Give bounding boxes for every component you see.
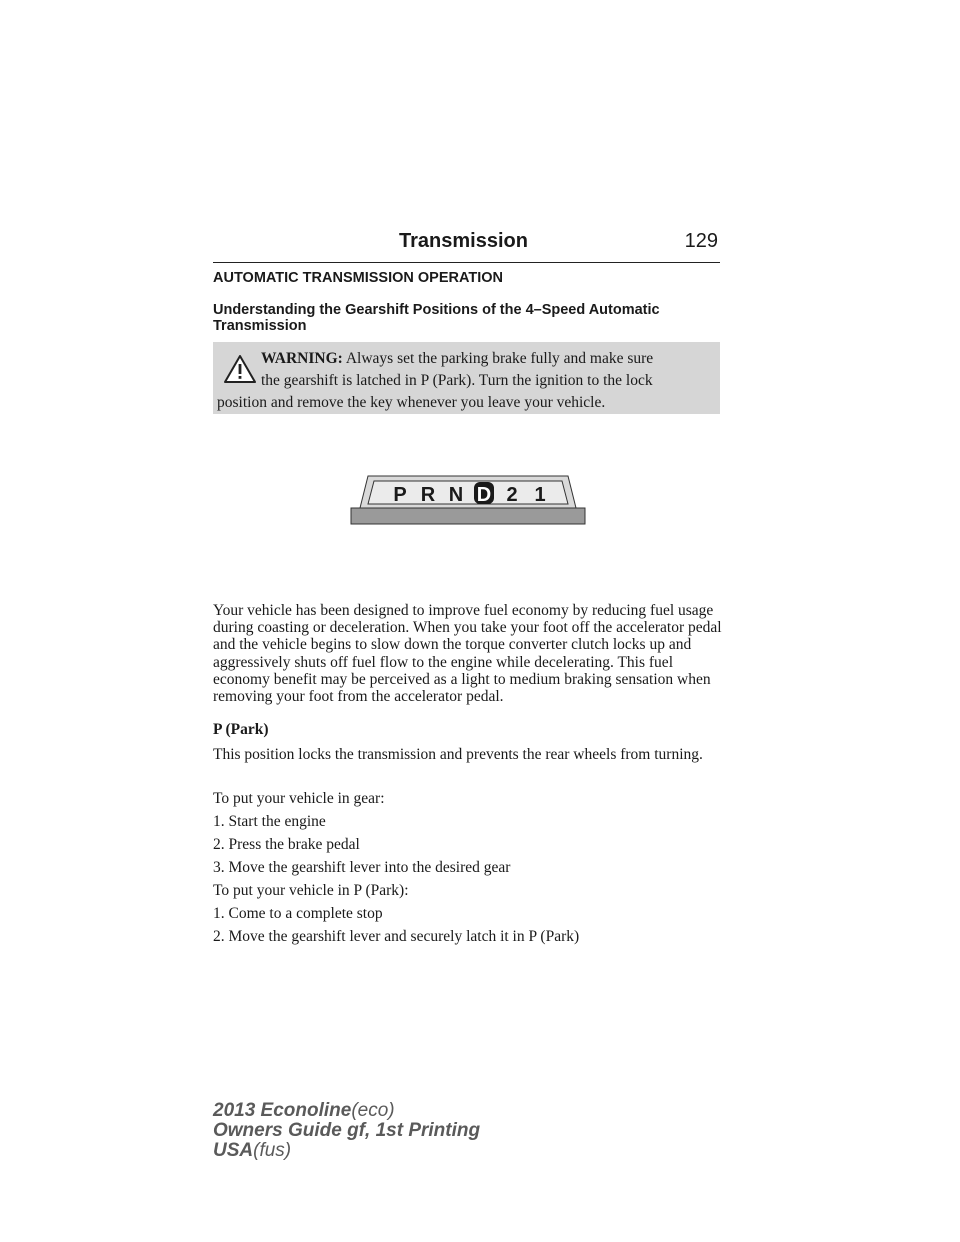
in-park-step: 1. Come to a complete stop (213, 905, 383, 922)
footer-model: 2013 Econoline (213, 1100, 352, 1121)
footer-market-code: (fus) (253, 1140, 292, 1161)
gear-position-n: N (448, 484, 464, 506)
intro-paragraph: Your vehicle has been designed to improve fuel economy by reducing fuel usage during coasting or deceleration. When you take your foot off the accelerator pedal and the vehicle begins to slow down the torque converter clutch locks up and aggressively shuts off fuel flow to the engine while decelerating. This fuel economy benefit may be perceived as a light to medium braking sensation when removing your foot from the accelerator pedal. (213, 602, 722, 706)
gear-position-r: R (420, 484, 436, 506)
page-number: 129 (684, 230, 718, 252)
warning-box (213, 342, 720, 414)
footer-market: USA (213, 1140, 254, 1161)
gear-position-2: 2 (506, 484, 518, 506)
warning-text-1: Always set the parking brake fully and make sure (345, 350, 654, 367)
park-heading: P (Park) (213, 721, 269, 738)
in-gear-step: 3. Move the gearshift lever into the desired gear (213, 859, 511, 876)
warning-line-2: the gearshift is latched in P (Park). Turn the ignition to the lock (261, 372, 653, 389)
in-park-step: 2. Move the gearshift lever and securely latch it in P (Park) (213, 928, 580, 945)
in-gear-intro: To put your vehicle in gear: (213, 790, 385, 807)
in-gear-step: 2. Press the brake pedal (213, 836, 360, 853)
chapter-title: Transmission (399, 230, 528, 252)
footer (213, 1101, 480, 1161)
in-gear-step: 1. Start the engine (213, 813, 326, 830)
warning-line-1 (261, 350, 653, 368)
gear-position-p: P (393, 484, 407, 506)
page-header (213, 230, 720, 263)
gear-position-1: 1 (534, 484, 546, 506)
gear-position-d: D (476, 484, 492, 506)
warning-triangle-icon (223, 354, 257, 384)
gear-position-indicator (350, 474, 586, 526)
footer-guide: Owners Guide gf, 1st Printing (213, 1120, 481, 1141)
footer-market-line (213, 1141, 480, 1161)
subsection-title: Understanding the Gearshift Positions of the 4–Speed Automatic Transmission (213, 302, 660, 334)
warning-line-3: position and remove the key whenever you leave your vehicle. (217, 394, 606, 411)
park-description: This position locks the transmission and prevents the rear wheels from turning. (213, 746, 703, 763)
in-park-intro: To put your vehicle in P (Park): (213, 882, 409, 899)
warning-label: WARNING: (261, 350, 343, 367)
footer-model-code: (eco) (351, 1100, 395, 1121)
footer-model-line (213, 1101, 480, 1121)
section-title: AUTOMATIC TRANSMISSION OPERATION (213, 270, 503, 286)
